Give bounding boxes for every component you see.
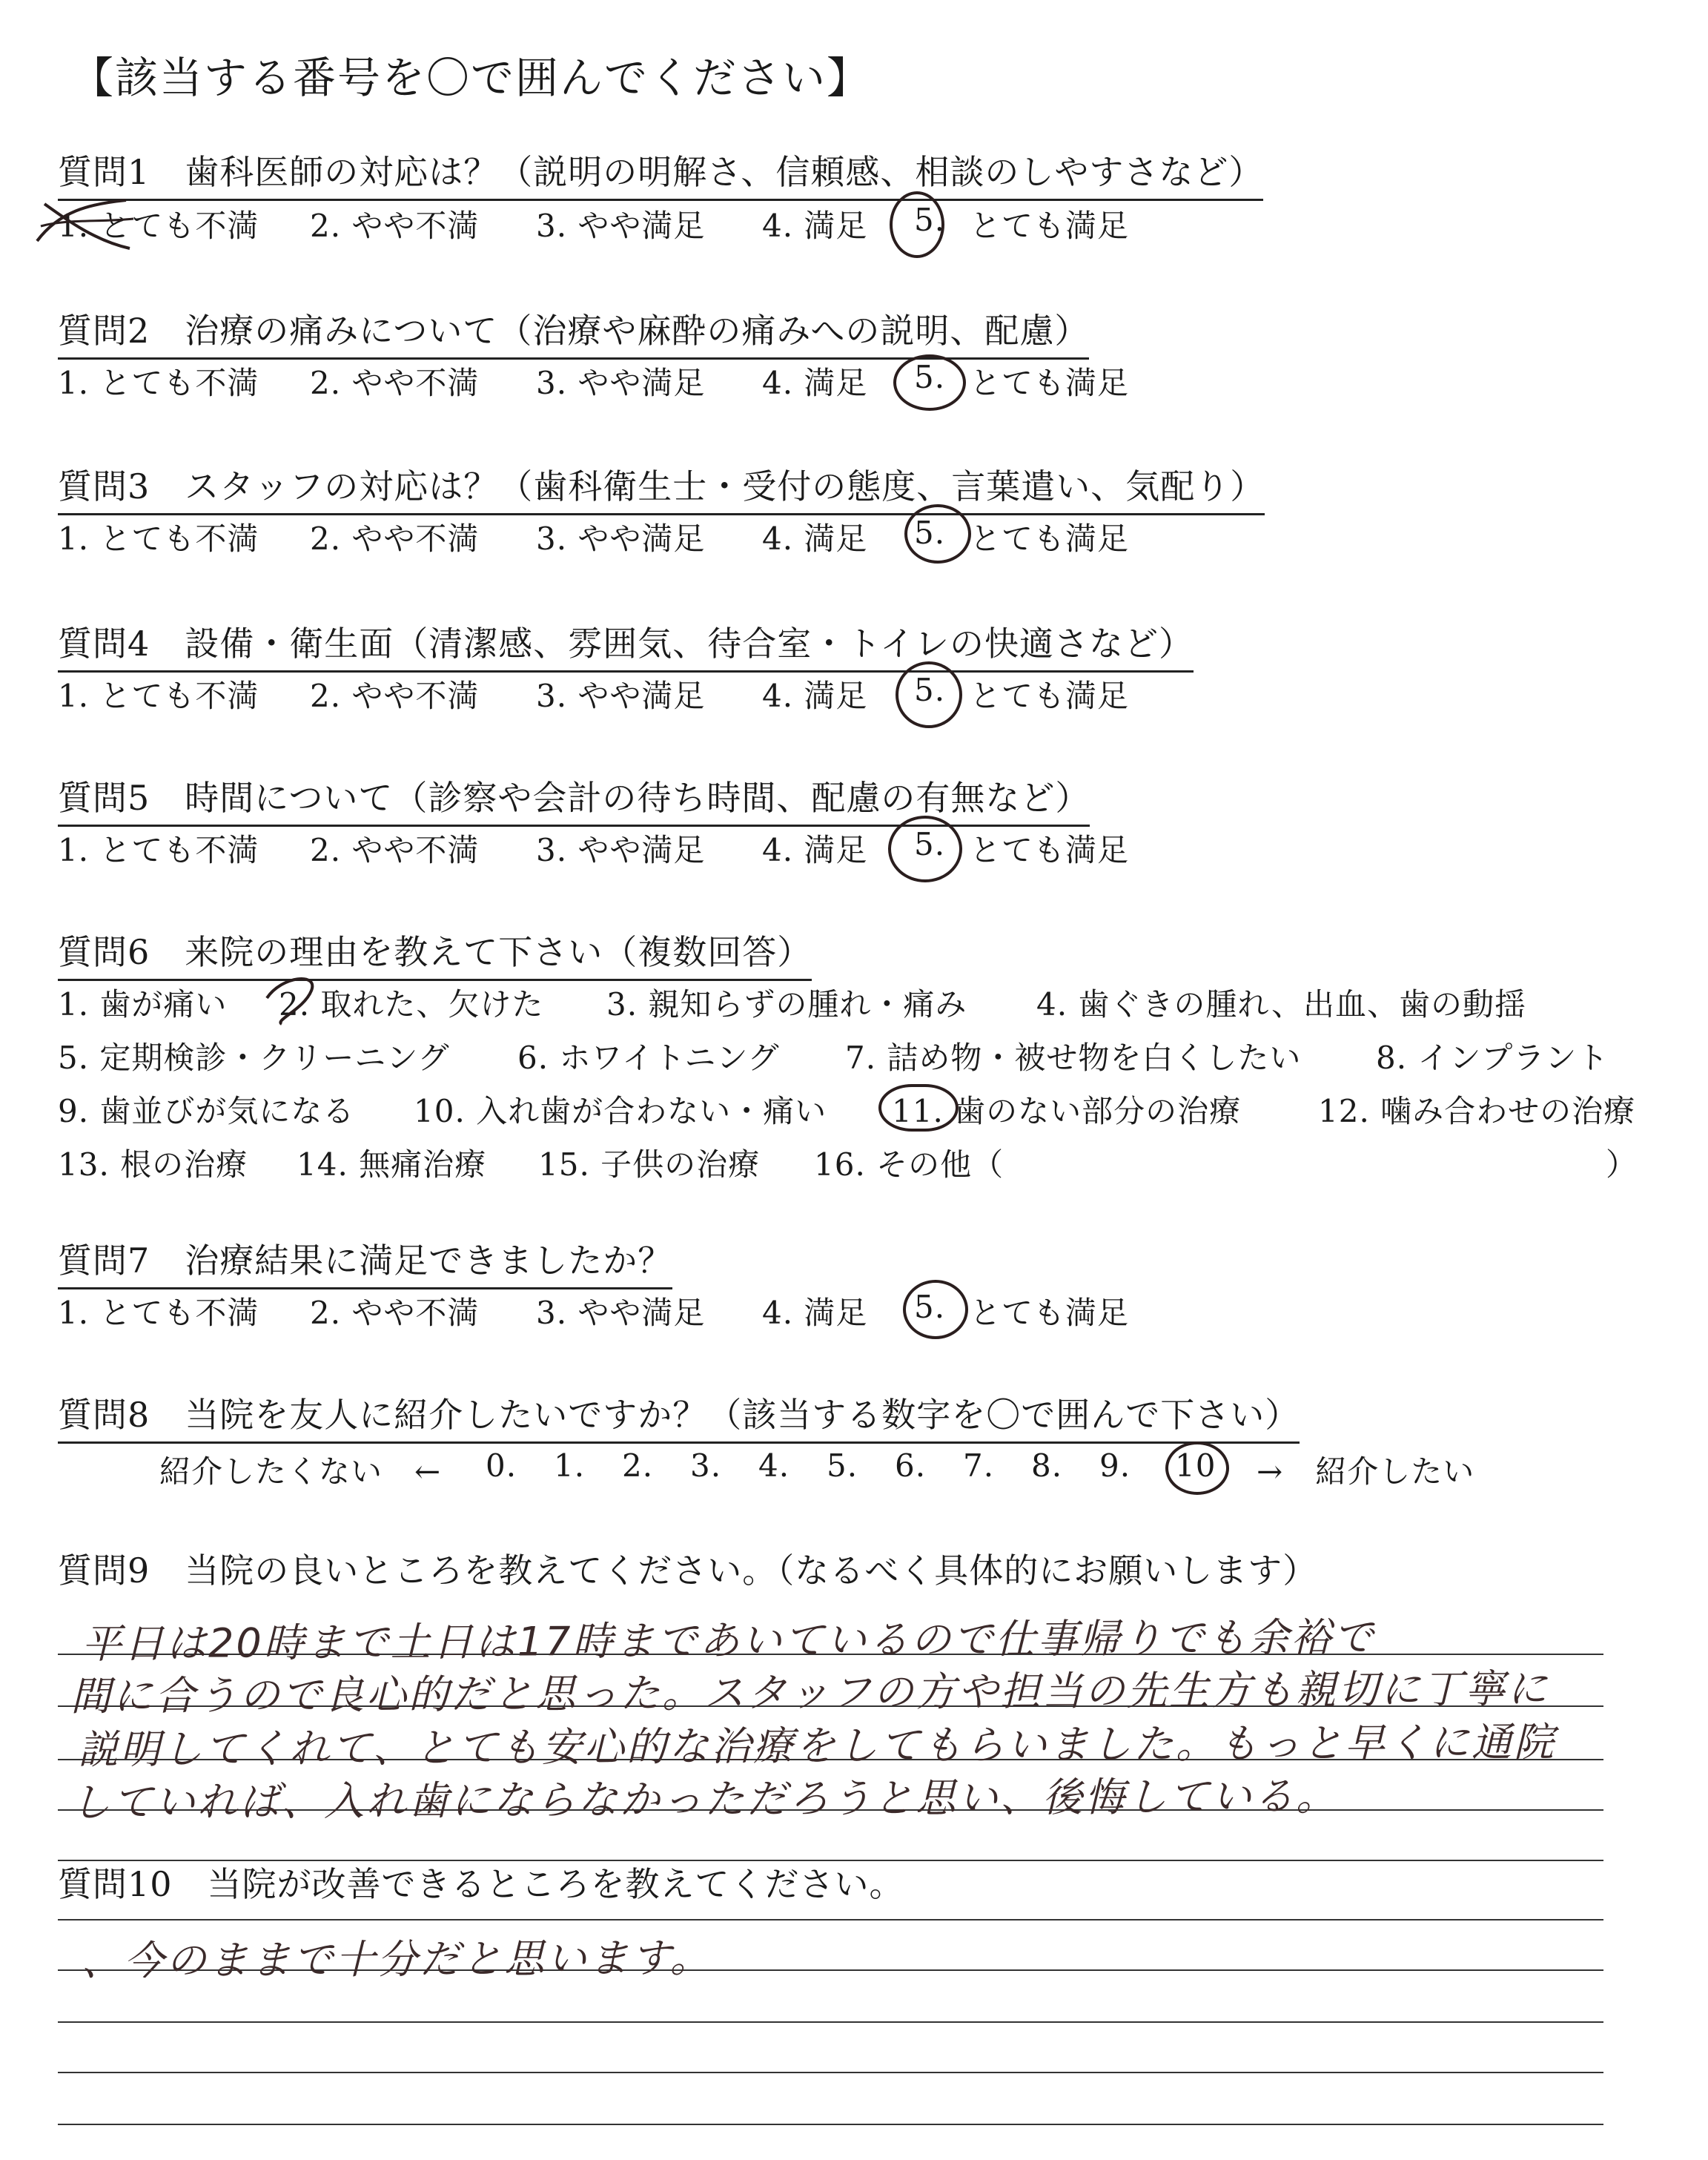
reason-option[interactable]: 16. その他（ <box>814 1146 1004 1183</box>
option-5-label: とても満足 <box>970 365 1130 401</box>
reason-option[interactable]: 7. 詰め物・被せ物を白くしたい <box>845 1040 1302 1076</box>
option-1[interactable]: 1. とても不満 <box>58 832 259 868</box>
option-4[interactable]: 4. 満足 <box>762 1295 868 1331</box>
option-5[interactable]: 5. <box>914 1289 946 1325</box>
option-5-label: とても満足 <box>970 208 1130 244</box>
option-5[interactable]: 5. <box>914 359 946 395</box>
answer-circle <box>904 504 971 564</box>
scale-number[interactable]: 5. <box>827 1447 858 1484</box>
option-4[interactable]: 4. 満足 <box>762 365 868 401</box>
option-5[interactable]: 5. <box>914 202 946 238</box>
reason-option[interactable]: 4. 歯ぐきの腫れ、出血、歯の動揺 <box>1036 986 1526 1023</box>
scale-number[interactable]: 7. <box>963 1447 995 1484</box>
option-2[interactable]: 2. やや不満 <box>310 365 480 401</box>
answer-circle <box>896 661 962 728</box>
scale-number[interactable]: 6. <box>895 1447 927 1484</box>
question-1-label: 質問1 歯科医師の対応は？（説明の明解さ、信頼感、相談のしやすさなど） <box>58 145 1263 201</box>
question-8-label: 質問8 当院を友人に紹介したいですか？（該当する数字を〇で囲んで下さい） <box>58 1388 1300 1444</box>
scale-left-label: 紹介したくない ← <box>159 1453 442 1490</box>
option-2[interactable]: 2. やや不満 <box>310 521 480 557</box>
question-4-label: 質問4 設備・衛生面（清潔感、雰囲気、待合室・トイレの快適さなど） <box>58 617 1194 673</box>
question-7-label: 質問7 治療結果に満足できましたか？ <box>58 1234 672 1289</box>
option-5[interactable]: 5. <box>914 826 946 862</box>
question-6-label: 質問6 来院の理由を教えて下さい（複数回答） <box>58 925 812 981</box>
reason-option[interactable]: 15. 子供の治療 <box>538 1146 761 1183</box>
option-4[interactable]: 4. 満足 <box>762 521 868 557</box>
option-3[interactable]: 3. やや満足 <box>536 678 706 714</box>
scale-right-label: → 紹介したい <box>1257 1453 1475 1490</box>
reason-option[interactable]: 14. 無痛治療 <box>297 1146 487 1183</box>
answer-circle <box>1165 1441 1229 1495</box>
option-3[interactable]: 3. やや満足 <box>536 365 706 401</box>
option-5-label: とても満足 <box>970 1295 1130 1331</box>
option-5-label: とても満足 <box>970 832 1130 868</box>
handwritten-answer-line: 、今のままで十分だと思います。 <box>81 1934 712 1985</box>
option-5-label: とても満足 <box>970 678 1130 714</box>
handwritten-answer-line: 説明してくれて、とても安心的な治療をしてもらいました。もっと早くに通院 <box>77 1718 1557 1774</box>
option-5-label: とても満足 <box>970 521 1130 557</box>
option-3[interactable]: 3. やや満足 <box>536 521 706 557</box>
scale-number[interactable]: 3. <box>690 1447 722 1484</box>
reason-option[interactable]: 9. 歯並びが気になる <box>58 1093 355 1129</box>
option-1[interactable]: 1. とても不満 <box>58 365 259 401</box>
scale-number[interactable]: 4. <box>758 1447 790 1484</box>
reason-option[interactable]: 10. 入れ歯が合わない・痛い <box>414 1093 827 1129</box>
scale-number[interactable]: 1. <box>554 1447 586 1484</box>
page-title: 【該当する番号を〇で囲んでください】 <box>70 53 872 103</box>
answer-line <box>58 2124 1603 2125</box>
handwritten-answer-line: していれば、入れ歯にならなかっただろうと思い、後悔している。 <box>70 1772 1339 1826</box>
scale-number[interactable]: 0. <box>486 1447 517 1484</box>
answer-circle <box>878 1084 959 1132</box>
handwritten-answer-line: 間に合うので良心的だと思った。スタッフの方や担当の先生方も親切に丁寧に <box>70 1665 1550 1720</box>
option-2[interactable]: 2. やや不満 <box>310 678 480 714</box>
answer-circle <box>888 816 962 882</box>
answer-circle <box>903 1280 968 1339</box>
reason-option[interactable]: 3. 親知らずの腫れ・痛み <box>606 986 967 1023</box>
option-3[interactable]: 3. やや満足 <box>536 208 706 244</box>
option-3[interactable]: 3. やや満足 <box>536 832 706 868</box>
option-4[interactable]: 4. 満足 <box>762 208 868 244</box>
question-2-label: 質問2 治療の痛みについて（治療や麻酔の痛みへの説明、配慮） <box>58 304 1089 360</box>
cross-out-mark <box>30 189 141 256</box>
scale-number[interactable]: 9. <box>1099 1447 1131 1484</box>
question-3-label: 質問3 スタッフの対応は？（歯科衛生士・受付の態度、言葉遣い、気配り） <box>58 460 1265 515</box>
reason-option[interactable]: 1. 歯が痛い <box>58 986 228 1023</box>
answer-line <box>58 1919 1603 1920</box>
question-5-label: 質問5 時間について（診察や会計の待ち時間、配慮の有無など） <box>58 771 1090 827</box>
option-5[interactable]: 5. <box>914 672 946 708</box>
answer-circle <box>890 191 944 258</box>
scale-number[interactable]: 8. <box>1031 1447 1063 1484</box>
option-3[interactable]: 3. やや満足 <box>536 1295 706 1331</box>
option-2[interactable]: 2. やや不満 <box>310 1295 480 1331</box>
option-1[interactable]: 1. とても不満 <box>58 1295 259 1331</box>
other-close-paren: ） <box>1606 1146 1638 1183</box>
option-1[interactable]: 1. とても不満 <box>58 678 259 714</box>
reason-option[interactable]: 6. ホワイトニング <box>517 1040 780 1076</box>
reason-option[interactable]: 12. 噛み合わせの治療 <box>1318 1093 1636 1129</box>
option-4[interactable]: 4. 満足 <box>762 832 868 868</box>
answer-line <box>58 2072 1603 2073</box>
reason-option[interactable]: 13. 根の治療 <box>58 1146 248 1183</box>
reason-option[interactable]: 5. 定期検診・クリーニング <box>58 1040 450 1076</box>
answer-line <box>58 2021 1603 2023</box>
option-5[interactable]: 5. <box>914 515 946 551</box>
question-10-label: 質問10 当院が改善できるところを教えてください。 <box>58 1864 904 1904</box>
option-4[interactable]: 4. 満足 <box>762 678 868 714</box>
option-1[interactable]: 1. とても不満 <box>58 521 259 557</box>
handwritten-answer-line: 平日は20時まで土日は17時まであいているので仕事帰りでも余裕で <box>81 1614 1376 1668</box>
reason-option[interactable]: 8. インプラント <box>1376 1040 1609 1076</box>
option-1[interactable]: 1. とても不満 <box>58 208 259 244</box>
reason-option[interactable]: 2. 取れた、欠けた <box>279 986 544 1023</box>
option-2[interactable]: 2. やや不満 <box>310 208 480 244</box>
question-9-label: 質問9 当院の良いところを教えてください。（なるべく具体的にお願いします） <box>58 1550 1318 1591</box>
scale-number[interactable]: 10 <box>1175 1447 1217 1484</box>
reason-option[interactable]: 11. 歯のない部分の治療 <box>892 1093 1242 1129</box>
scale-number[interactable]: 2. <box>622 1447 654 1484</box>
answer-check-mark <box>259 968 326 1028</box>
answer-circle <box>893 354 966 411</box>
option-2[interactable]: 2. やや不満 <box>310 832 480 868</box>
